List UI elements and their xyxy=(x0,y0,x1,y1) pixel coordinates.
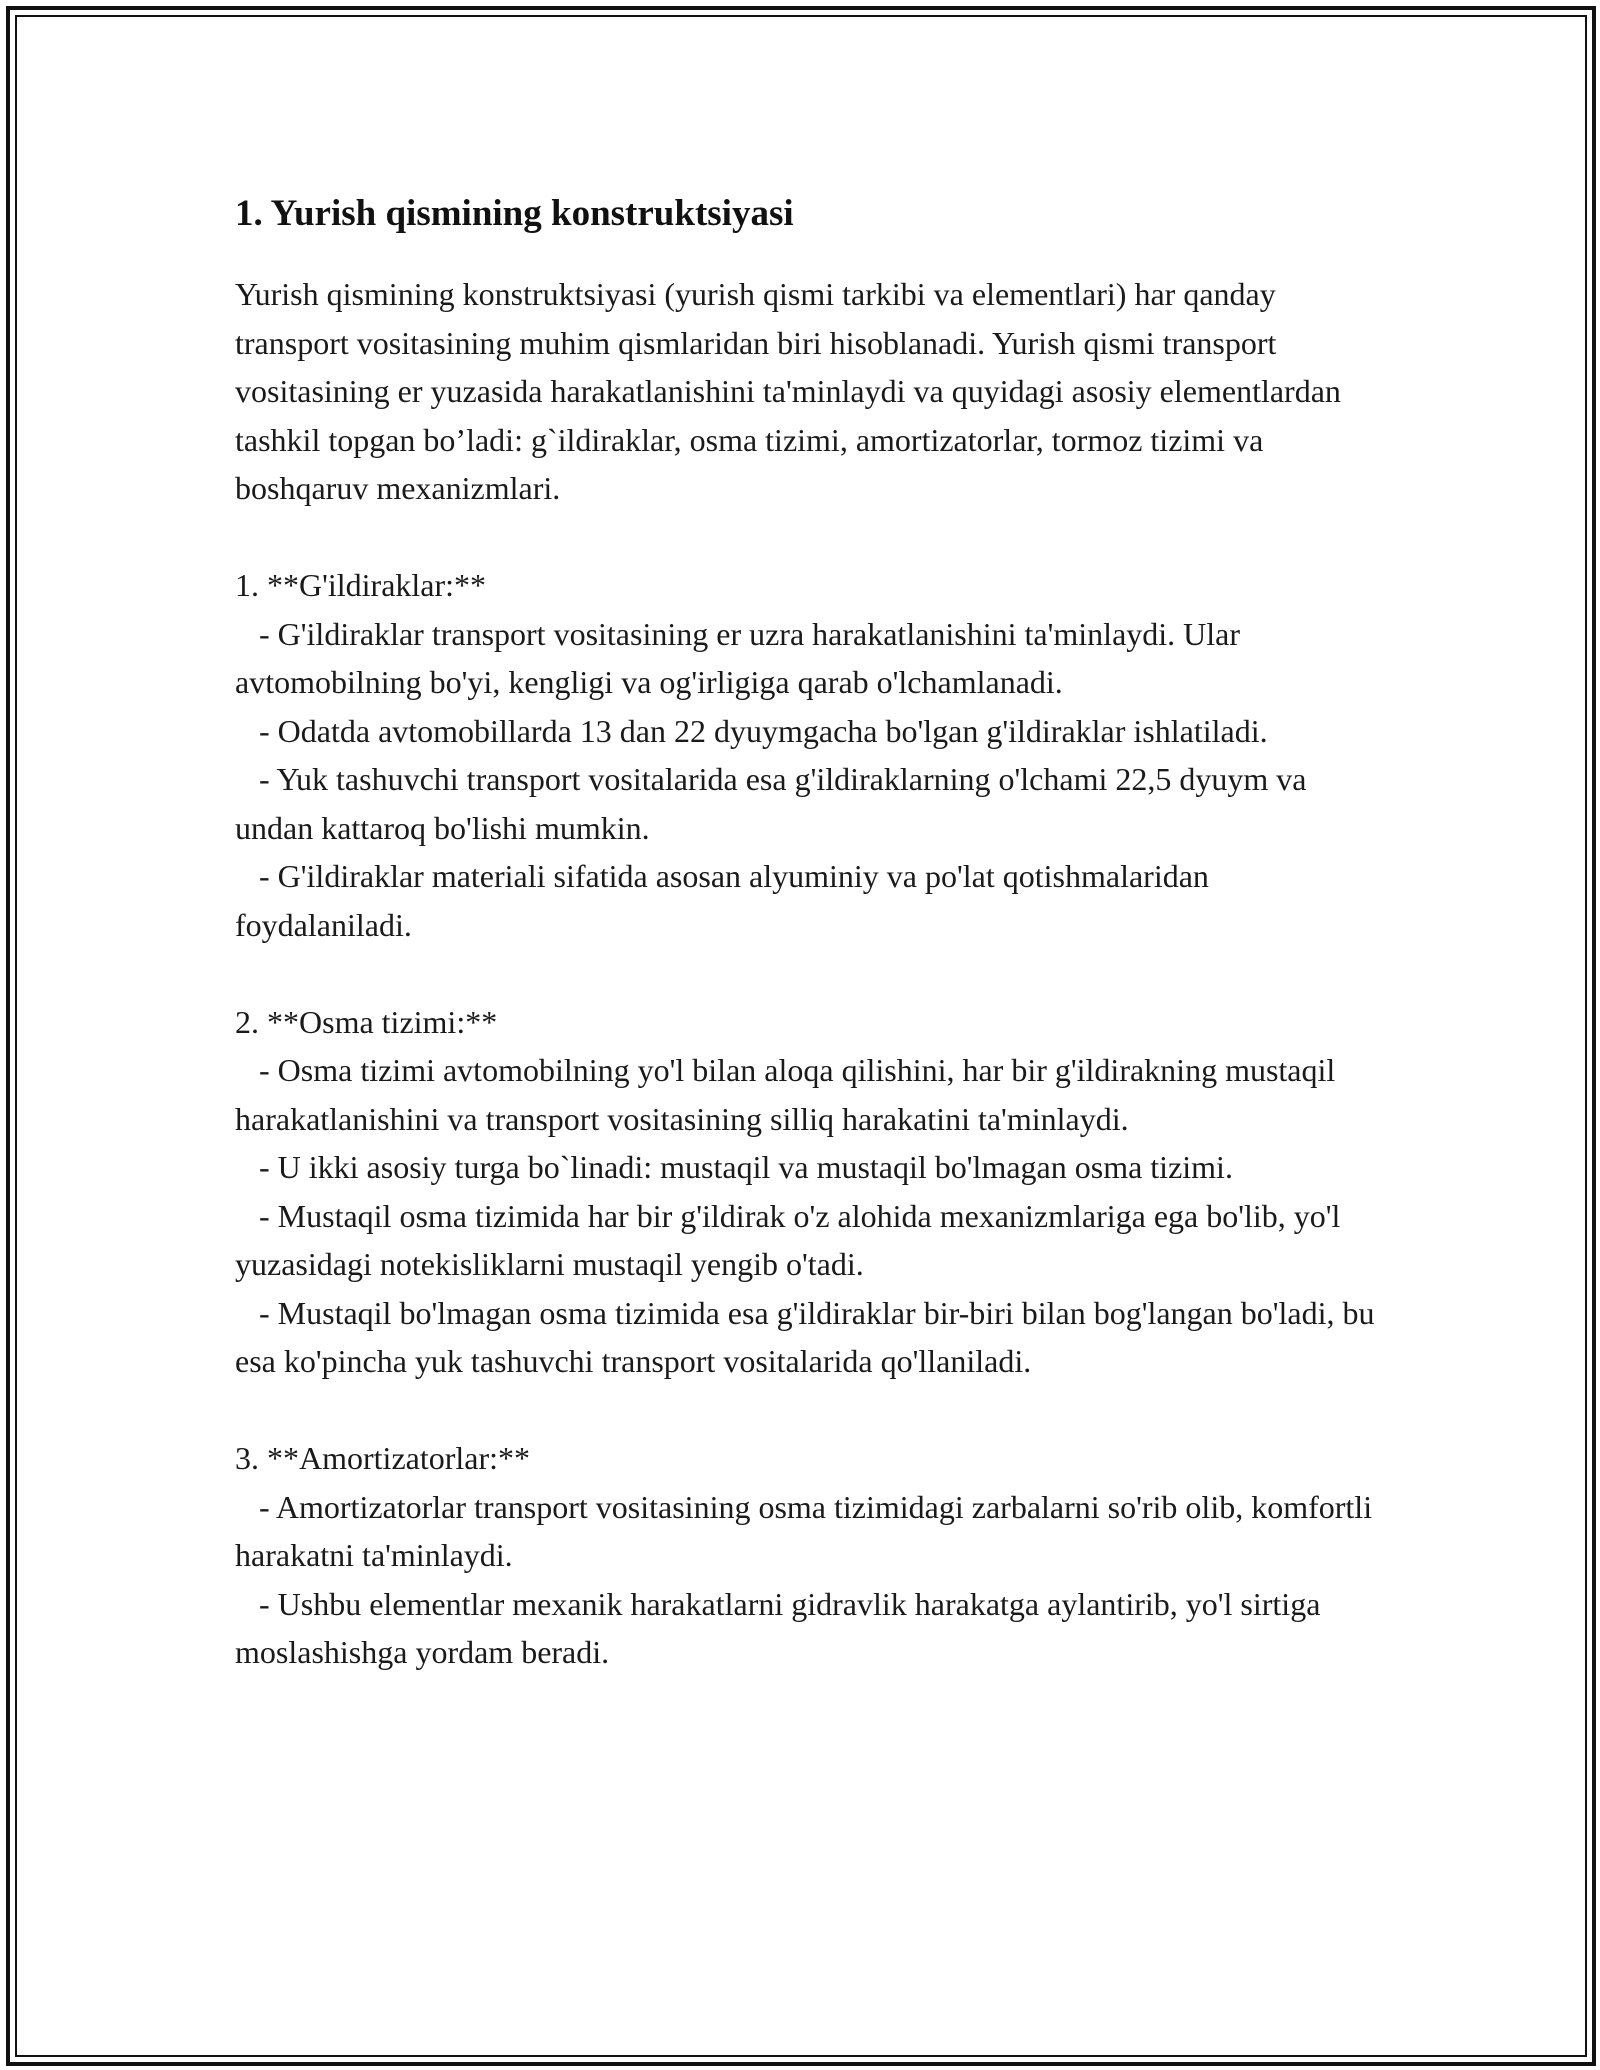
list-item: - G'ildiraklar transport vositasining er uzra harakatlanishini ta'minlaydi. Ular avtomobilning bo'yi, kengligi va og'irligiga qarab o'lchamlanadi. xyxy=(235,615,1241,700)
spacer xyxy=(235,513,1375,562)
section-suspension xyxy=(235,998,1375,1386)
document-title: 1. Yurish qismining konstruktsiyasi xyxy=(235,193,794,234)
list-item: - Yuk tashuvchi transport vositalarida esa g'ildiraklarning o'lchami 22,5 dyuym va undan kattaroq bo'lishi mumkin. xyxy=(235,761,1307,846)
list-item: - Ushbu elementlar mexanik harakatlarni gidravlik harakatga aylantirib, yo'l sirtiga moslashishga yordam beradi. xyxy=(235,1585,1321,1670)
list-item: - Mustaqil osma tizimida har bir g'ildirak o'z alohida mexanizmlariga ega bo'lib, yo'l yuzasidagi notekisliklarni mustaqil yengib o'tadi. xyxy=(235,1197,1341,1282)
section-heading: 2. **Osma tizimi:** xyxy=(235,1003,498,1040)
spacer xyxy=(235,1386,1375,1435)
list-item: - Osma tizimi avtomobilning yo'l bilan aloqa qilishini, har bir g'ildirakning mustaqil harakatlanishini va transport vositasining silliq harakatini ta'minlaydi. xyxy=(235,1052,1336,1137)
list-item: - U ikki asosiy turga bo`linadi: mustaqil va mustaqil bo'lmagan osma tizimi. xyxy=(235,1149,1233,1185)
list-item: - Odatda avtomobillarda 13 dan 22 dyuymgacha bo'lgan g'ildiraklar ishlatiladi. xyxy=(235,712,1268,749)
intro-paragraph: Yurish qismining konstruktsiyasi (yurish qismi tarkibi va elementlari) har qanday transport vositasining muhim qismlaridan biri hisoblanadi. Yurish qismi transport vositasining er yuzasida harakatlanishini ta'minlaydi va quyidagi asosiy elementlardan tashkil topgan bo’ladi: g`ildiraklar, osma tizimi, amortizatorlar, tormoz tizimi va boshqaruv mexanizmlari. xyxy=(235,276,1341,506)
list-item: - G'ildiraklar materiali sifatida asosan alyuminiy va po'lat qotishmalaridan foydalaniladi. xyxy=(235,858,1209,943)
list-item: - Mustaqil bo'lmagan osma tizimida esa g'ildiraklar bir-biri bilan bog'langan bo'ladi, bu esa ko'pincha yuk tashuvchi transport vositalarida qo'llaniladi. xyxy=(235,1294,1375,1379)
section-shock-absorbers xyxy=(235,1434,1375,1677)
list-item: - Amortizatorlar transport vositasining osma tizimidagi zarbalarni so'rib olib, komfortli harakatni ta'minlaydi. xyxy=(235,1488,1373,1573)
spacer xyxy=(235,949,1375,998)
section-wheels xyxy=(235,561,1375,949)
section-heading: 1. **G'ildiraklar:** xyxy=(235,567,487,603)
document-body xyxy=(235,188,1375,1677)
section-heading: 3. **Amortizatorlar:** xyxy=(235,1440,531,1476)
